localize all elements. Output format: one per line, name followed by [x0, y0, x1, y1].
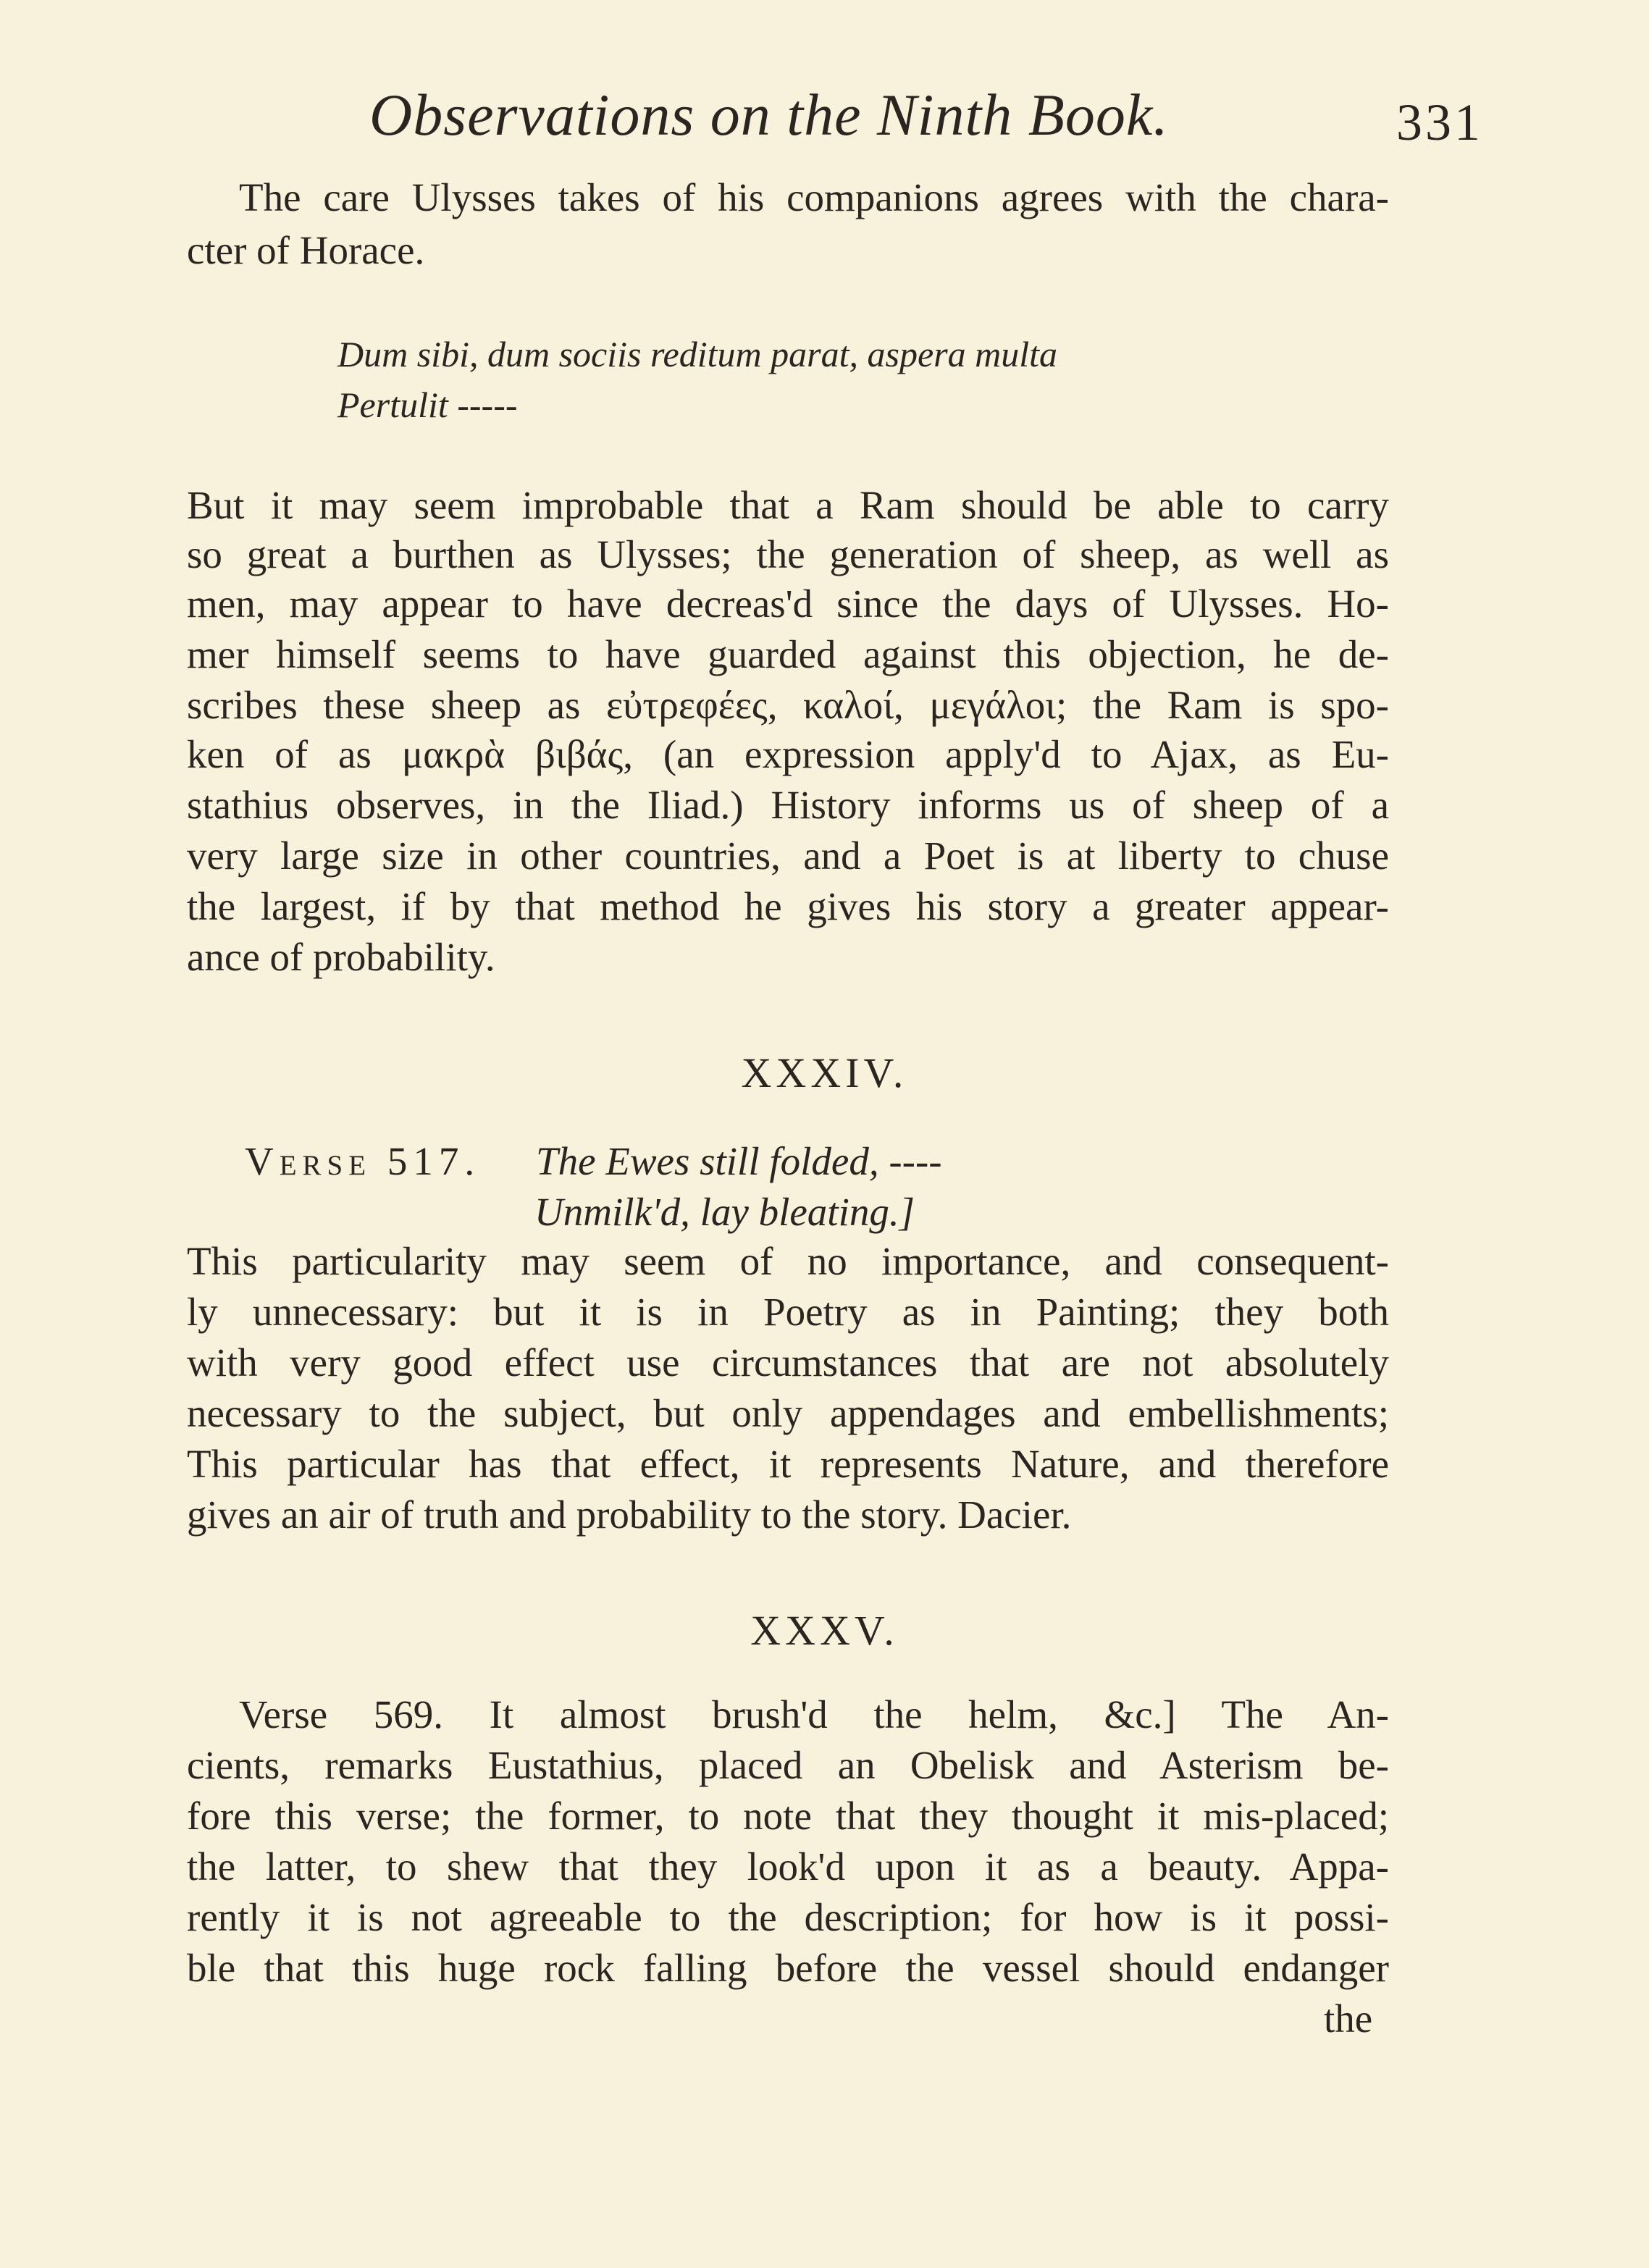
- paragraph-line: the largest, if by that method he gives his story a greater appear-: [187, 884, 1389, 928]
- latin-quote-line: Dum sibi, dum sociis reditum parat, aspera multa: [337, 334, 1057, 374]
- paragraph-line: But it may seem improbable that a Ram should be able to carry: [187, 483, 1389, 527]
- paragraph-line: men, may appear to have decreas'd since the days of Ulysses. Ho-: [187, 581, 1389, 626]
- latin-quote-line: Pertulit -----: [337, 385, 518, 425]
- paragraph-line: Verse 569. It almost brush'd the helm, &c.] The An-: [239, 1692, 1389, 1736]
- paragraph-line: ance of probability.: [187, 935, 495, 979]
- paragraph-line: This particularity may seem of no importance, and consequent-: [187, 1239, 1389, 1283]
- section-number: XXXV.: [750, 1607, 899, 1654]
- paragraph-line: ly unnecessary: but it is in Poetry as in Painting; they both: [187, 1290, 1389, 1334]
- verse-quotation: Unmilk'd, lay bleating.]: [534, 1190, 915, 1234]
- verse-quotation: The Ewes still folded, ----: [536, 1139, 942, 1183]
- paragraph-line: stathius observes, in the Iliad.) History informs us of sheep of a: [187, 783, 1389, 827]
- verse-label: [245, 1138, 480, 1184]
- paragraph-line: very large size in other countries, and a Poet is at liberty to chuse: [187, 833, 1389, 878]
- paragraph-line: the latter, to shew that they look'd upon it as a beauty. Appa-: [187, 1844, 1389, 1889]
- paragraph-line: rently it is not agreeable to the description; for how is it possi-: [187, 1895, 1389, 1939]
- paragraph-line: gives an air of truth and probability to the story. Dacier.: [187, 1492, 1072, 1537]
- paragraph-line: scribes these sheep as εὐτρεφέες, καλοί, μεγάλοι; the Ram is spo-: [187, 683, 1389, 727]
- intro-line: cter of Horace.: [187, 228, 425, 272]
- paragraph-line: ble that this huge rock falling before the vessel should endanger: [187, 1946, 1389, 1990]
- paragraph-line: so great a burthen as Ulysses; the generation of sheep, as well as: [187, 532, 1389, 576]
- paragraph-line: ken of as μακρὰ βιβάς, (an expression apply'd to Ajax, as Eu-: [187, 732, 1389, 776]
- verse-label-text: Verse 517.: [245, 1139, 481, 1183]
- paragraph-line: fore this verse; the former, to note that they thought it mis-placed;: [187, 1794, 1389, 1838]
- paragraph-line: mer himself seems to have guarded against this objection, he de-: [187, 632, 1389, 676]
- running-head: Observations on the Ninth Book.: [369, 82, 1169, 148]
- paragraph-line: with very good effect use circumstances that are not absolutely: [187, 1340, 1389, 1385]
- intro-line: The care Ulysses takes of his companions agrees with the chara-: [239, 175, 1389, 219]
- paragraph-line: necessary to the subject, but only appendages and embellishments;: [187, 1391, 1389, 1435]
- section-number: XXXIV.: [741, 1049, 908, 1096]
- paragraph-line: This particular has that effect, it represents Nature, and therefore: [187, 1442, 1389, 1486]
- paragraph-line: cients, remarks Eustathius, placed an Obelisk and Asterism be-: [187, 1743, 1389, 1787]
- catchword: the: [1324, 1996, 1373, 2041]
- page-number: 331: [1396, 93, 1483, 151]
